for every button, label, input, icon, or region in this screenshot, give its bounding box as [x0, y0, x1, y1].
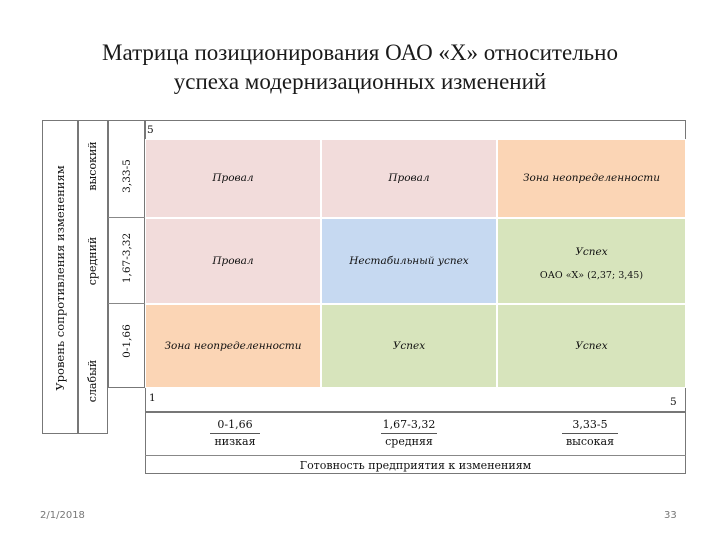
- title-line-2: успеха модернизационных изменений: [173, 69, 547, 94]
- cell-fail-2-label: Провал: [388, 172, 430, 184]
- y-top-value: 5: [147, 124, 154, 136]
- cell-fail-3-label: Провал: [212, 254, 254, 267]
- cell-uncertainty-2: [145, 304, 321, 388]
- x-name-medium: средняя: [381, 433, 437, 450]
- cell-uncertainty-2-label: Зона неопределенности: [164, 339, 302, 352]
- cell-success-2: [321, 304, 497, 388]
- origin-value: 1: [149, 392, 156, 404]
- x-axis-title: Готовность предприятия к изменениям: [299, 459, 532, 472]
- page-number: 33: [664, 510, 677, 521]
- cell-unstable-success: [321, 218, 497, 304]
- x-level-low: [160, 417, 310, 450]
- cell-fail-1: [145, 139, 321, 218]
- x-name-low: низкая: [210, 433, 259, 450]
- x-axis-separator: [145, 455, 686, 456]
- y-range-medium: 1,67-3,32: [121, 232, 133, 284]
- x-range-high: 3,33-5: [572, 418, 608, 431]
- cell-uncertainty-1: [497, 139, 686, 218]
- x-right-value: 5: [670, 396, 677, 408]
- footer-date: 2/1/2018: [40, 510, 85, 521]
- x-name-high: высокая: [562, 433, 618, 450]
- x-range-medium: 1,67-3,32: [382, 418, 436, 431]
- cell-unstable-success-label: Нестабильный успех: [349, 254, 469, 267]
- x-range-low: 0-1,66: [217, 418, 253, 431]
- y-axis-title: Уровень сопротивления изменениям: [53, 165, 67, 391]
- y-range-high: 3,33-5: [121, 159, 133, 193]
- y-level-high: высокий: [86, 141, 99, 191]
- page-title: [40, 38, 680, 96]
- cell-fail-3: [145, 218, 321, 304]
- cell-success-3: [497, 304, 686, 388]
- x-level-high: [515, 417, 665, 450]
- cell-fail-1-label: Провал: [212, 172, 254, 184]
- cell-success-2-label: Успех: [392, 339, 426, 352]
- x-level-medium: [334, 417, 484, 450]
- cell-success-3-label: Успех: [575, 339, 608, 352]
- cell-success-1: [497, 218, 686, 304]
- y-level-low: слабый: [86, 359, 99, 403]
- cell-uncertainty-1-label: Зона неопределенности: [522, 172, 661, 184]
- company-position-note: ОАО «Х» (2,37; 3,45): [539, 270, 644, 281]
- y-level-medium: средний: [86, 236, 99, 286]
- y-range-low: 0-1,66: [121, 324, 133, 358]
- cell-success-1-label: Успех: [575, 246, 608, 258]
- y-range-separator-2: [108, 303, 145, 304]
- title-line-1: Матрица позиционирования ОАО «Х» относительно: [102, 40, 618, 65]
- cell-fail-2: [321, 139, 497, 218]
- y-range-separator-1: [108, 217, 145, 218]
